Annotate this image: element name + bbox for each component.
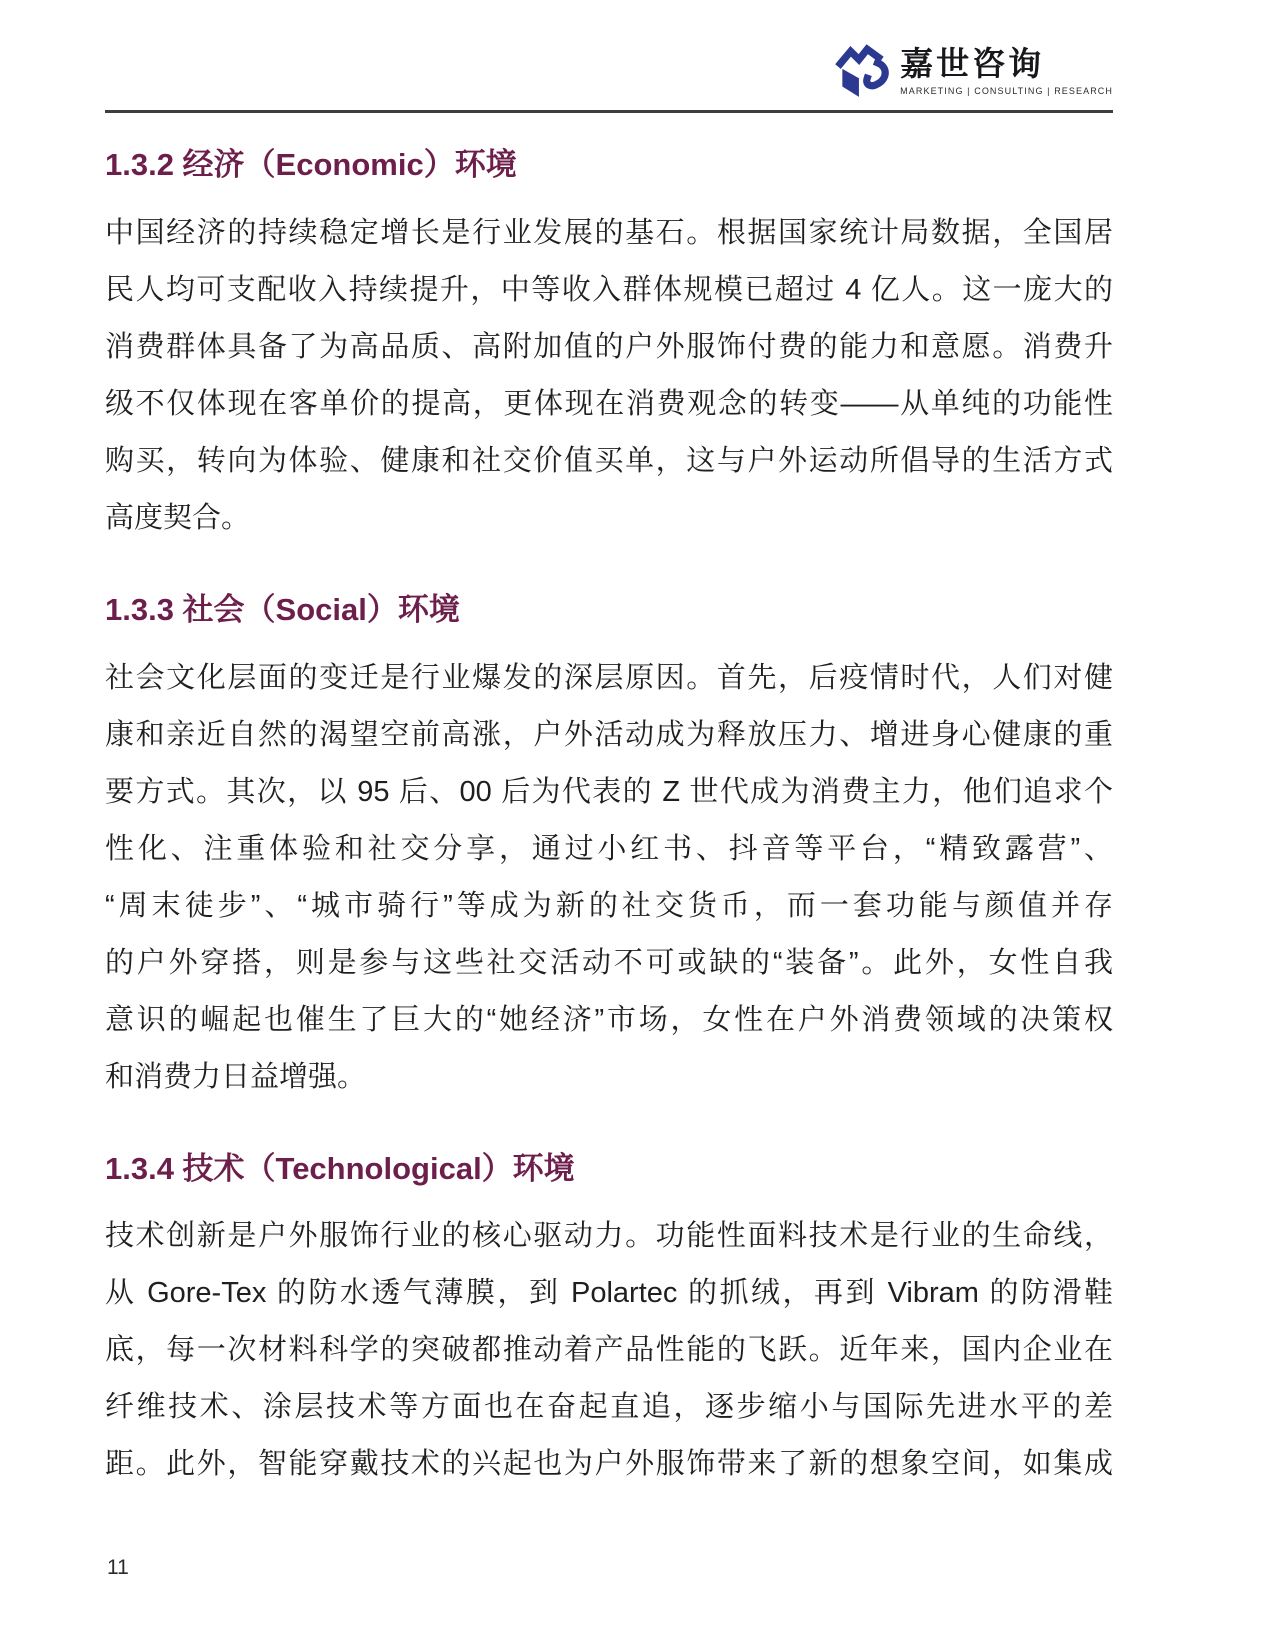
- paragraph-line: 底，每一次材料科学的突破都推动着产品性能的飞跃。近年来，国内企业在: [105, 1334, 1113, 1367]
- header-divider: [105, 110, 1113, 113]
- paragraph-line: 距。此外，智能穿戴技术的兴起也为户外服饰带来了新的想象空间，如集成: [105, 1448, 1113, 1481]
- document-body: [105, 130, 1113, 1493]
- paragraph-line: 社会文化层面的变迁是行业爆发的深层原因。首先，后疫情时代，人们对健: [105, 661, 1113, 694]
- paragraph-line: 的户外穿搭，则是参与这些社交活动不可或缺的“装备”。此外，女性自我: [105, 946, 1113, 979]
- logo-text: [900, 46, 1113, 95]
- page-number: 11: [107, 1556, 129, 1579]
- paragraph-line: 意识的崛起也催生了巨大的“她经济”市场，女性在户外消费领域的决策权: [105, 1003, 1113, 1036]
- paragraph-line: 级不仅体现在客单价的提高，更体现在消费观念的转变——从单纯的功能性: [105, 387, 1113, 420]
- section-heading-economic: 1.3.2 经济（Economic）环境: [105, 147, 517, 182]
- paragraph-line: “周末徒步”、“城市骑行”等成为新的社交货币，而一套功能与颜值并存: [105, 889, 1113, 922]
- paragraph-line: 从 Gore-Tex 的防水透气薄膜，到 Polartec 的抓绒，再到 Vibram 的防滑鞋: [105, 1277, 1113, 1310]
- paragraph-line: 中国经济的持续稳定增长是行业发展的基石。根据国家统计局数据，全国居: [105, 216, 1113, 249]
- section-heading-social: 1.3.3 社会（Social）环境: [105, 591, 460, 627]
- paragraph-line: 要方式。其次，以 95 后、00 后为代表的 Z 世代成为消费主力，他们追求个: [105, 775, 1113, 808]
- brand-tagline: MARKETING | CONSULTING | RESEARCH: [900, 85, 1113, 96]
- paragraph-line: 购买，转向为体验、健康和社交价值买单，这与户外运动所倡导的生活方式: [105, 444, 1113, 477]
- paragraph-line: 康和亲近自然的渴望空前高涨，户外活动成为释放压力、增进身心健康的重: [105, 718, 1113, 751]
- paragraph-line: 和消费力日益增强。: [105, 1060, 367, 1093]
- paragraph-line: 高度契合。: [105, 501, 251, 534]
- brand-name: 嘉世咨询: [900, 45, 1045, 83]
- paragraph-economic: [105, 205, 1113, 547]
- paragraph-line: 纤维技术、涂层技术等方面也在奋起直追，逐步缩小与国际先进水平的差: [105, 1391, 1113, 1424]
- logo-icon: [832, 42, 890, 100]
- paragraph-line: 性化、注重体验和社交分享，通过小红书、抖音等平台，“精致露营”、: [105, 832, 1113, 865]
- paragraph-technological: [105, 1208, 1113, 1493]
- paragraph-social: [105, 650, 1113, 1106]
- logo: [105, 0, 1113, 100]
- section-heading-technological: 1.3.4 技术（Technological）环境: [105, 1150, 575, 1186]
- paragraph-line: 民人均可支配收入持续提升，中等收入群体规模已超过 4 亿人。这一庞大的: [105, 273, 1113, 306]
- page-header: [105, 0, 1113, 100]
- paragraph-line: 消费群体具备了为高品质、高附加值的户外服饰付费的能力和意愿。消费升: [105, 330, 1113, 363]
- paragraph-line: 技术创新是户外服饰行业的核心驱动力。功能性面料技术是行业的生命线，: [105, 1220, 1113, 1253]
